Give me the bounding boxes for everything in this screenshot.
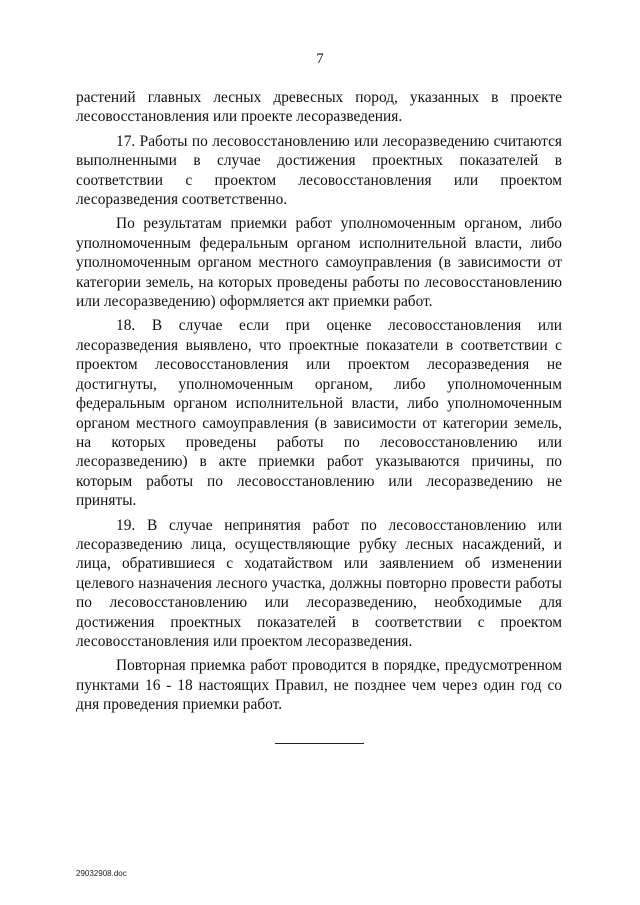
paragraph-continuation: растений главных лесных древесных пород, указанных в проекте лесовосстановления или проекте лесоразведения. <box>76 89 562 126</box>
paragraph-item-17: 17. Работы по лесовосстановлению или лесоразведению считаются выполненными в случае достижения проектных показателей в соответствии с проектом лесовосстановления или проектом лесоразведения соответственно. <box>76 132 562 209</box>
paragraph-item-19: 19. В случае непринятия работ по лесовосстановлению или лесоразведению лица, осуществляющие рубку лесных насаждений, и лица, обратившиеся с ходатайством или заявлением об изменении целевого назначения лесного участка, должны повторно провести работы по лесовосстановлению или лесоразведению, необходимые для достижения проектных показателей в соответствии с проектом лесовосстановления или проектом лесоразведения. <box>76 516 562 650</box>
footer-file-name: 29032908.doc <box>76 869 127 878</box>
paragraph-acceptance-act: По результатам приемки работ уполномоченным органом, либо уполномоченным федеральным органом исполнительной власти, либо уполномоченным органом местного самоуправления (в зависимости от категории земель, на которых проведены работы по лесовосстановлению или лесоразведению) оформляется акт приемки работ. <box>76 215 562 311</box>
end-of-text-rule <box>275 743 364 744</box>
paragraph-item-18: 18. В случае если при оценке лесовосстановления или лесоразведения выявлено, что проектные показатели в соответствии с проектом лесовосстановления или проектом лесоразведения не достигнуты, уполномоченным органом, либо уполномоченным федеральным органом исполнительной власти, либо уполномоченным органом местного самоуправления (в зависимости от категории земель, на которых проведены работы по лесовосстановлению или лесоразведению) в акте приемки работ указываются причины, по которым работы по лесовосстановлению или лесоразведению не приняты. <box>76 317 562 510</box>
document-body <box>76 88 562 715</box>
paragraph-repeat-acceptance: Повторная приемка работ проводится в порядке, предусмотренном пунктами 16 - 18 настоящих Правил, не позднее чем через один год со дня проведения приемки работ. <box>76 657 562 714</box>
page-number: 7 <box>316 51 324 67</box>
